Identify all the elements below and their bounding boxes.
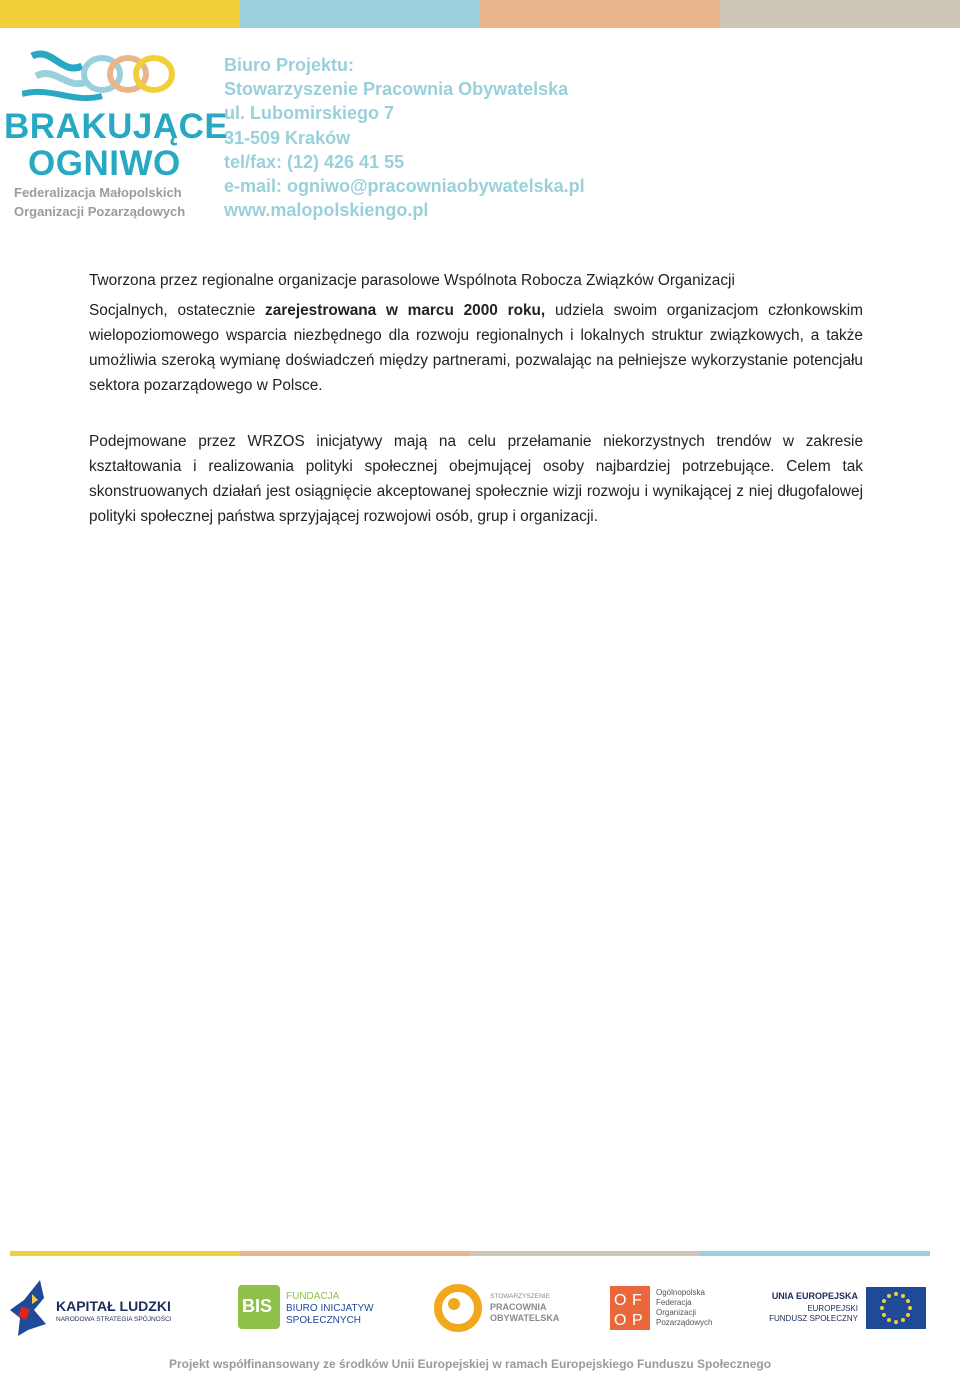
address-heading: Biuro Projektu: bbox=[224, 55, 355, 75]
bis-line-3: SPOŁECZNYCH bbox=[286, 1315, 362, 1326]
kapital-ludzki-title: KAPITAŁ LUDZKI bbox=[56, 1298, 171, 1314]
address-street: ul. Lubomirskiego 7 bbox=[224, 103, 395, 124]
paragraph-1-text-a: Socjalnych, ostatecznie bbox=[89, 302, 266, 319]
kapital-ludzki-star-icon bbox=[10, 1280, 46, 1336]
project-address bbox=[224, 53, 585, 222]
ofop-letters-icon bbox=[610, 1286, 650, 1330]
paragraph-1-text-b: udziela swoim organizacjom członkowskim wielopoziomowego wsparcia niezbędnego dla rozwoju regionalnych i lokalnych struktur związkowych, a także umożliwia szeroką wymianę doświadczeń między partnerami, pozwalając na pełniejsze wykorzystanie potencjału sektora pozarządowego w Polsce. bbox=[89, 302, 863, 394]
pracownia-circle-icon bbox=[432, 1282, 484, 1334]
footer-color-bar bbox=[10, 1251, 930, 1256]
top-bar-segment bbox=[720, 0, 960, 28]
bis-line-1: FUNDACJA bbox=[286, 1291, 340, 1302]
ue-line-2: EUROPEJSKI bbox=[807, 1304, 858, 1313]
logo-word-1: BRAKUJĄCE bbox=[4, 107, 229, 146]
svg-text:P: P bbox=[632, 1312, 643, 1329]
footer-bar-segment bbox=[470, 1251, 700, 1256]
address-email[interactable]: e-mail: ogniwo@pracowniaobywatelska.pl bbox=[224, 176, 585, 197]
top-color-bar bbox=[0, 0, 960, 28]
ofop-line-1: Ogólnopolska bbox=[656, 1288, 705, 1297]
pracownia-line-2: PRACOWNIA bbox=[490, 1302, 547, 1312]
eu-flag-icon bbox=[866, 1287, 926, 1329]
pracownia-line-1: STOWARZYSZENIE bbox=[490, 1293, 550, 1300]
ofop-logo bbox=[610, 1286, 720, 1334]
top-bar-segment bbox=[240, 0, 480, 28]
footer-bar-segment bbox=[240, 1251, 470, 1256]
ofop-line-4: Pozarządowych bbox=[656, 1318, 713, 1327]
bis-logo bbox=[238, 1285, 378, 1331]
top-bar-segment bbox=[0, 0, 240, 28]
kapital-ludzki-logo bbox=[10, 1280, 185, 1338]
ofop-line-3: Organizacji bbox=[656, 1308, 697, 1317]
svg-text:F: F bbox=[632, 1292, 642, 1309]
chain-links-icon bbox=[22, 46, 222, 108]
address-organization: Stowarzyszenie Pracownia Obywatelska bbox=[224, 79, 569, 100]
footer-bar-segment bbox=[10, 1251, 240, 1256]
cofinancing-note: Projekt współfinansowany ze środków Unii Europejskiej w ramach Europejskiego Funduszu Społecznego bbox=[168, 1357, 772, 1371]
unia-europejska-logo bbox=[768, 1286, 928, 1332]
top-bar-segment bbox=[480, 0, 720, 28]
svg-text:O: O bbox=[614, 1312, 627, 1329]
logo-subtitle-1: Federalizacja Małopolskich bbox=[14, 185, 182, 200]
kapital-ludzki-subtitle: NARODOWA STRATEGIA SPÓJNOŚCI bbox=[56, 1316, 172, 1323]
brakujace-ogniwo-logo bbox=[0, 44, 229, 224]
bis-mark-text: BIS bbox=[242, 1296, 273, 1316]
footer-bar-segment bbox=[700, 1251, 930, 1256]
document-body bbox=[89, 268, 863, 529]
ue-line-1: UNIA EUROPEJSKA bbox=[771, 1291, 858, 1301]
bis-line-2: BIURO INICJATYW bbox=[286, 1303, 374, 1314]
ue-line-3: FUNDUSZ SPOŁECZNY bbox=[769, 1314, 858, 1323]
address-website[interactable]: www.malopolskiengo.pl bbox=[224, 200, 429, 221]
paragraph-2: Podejmowane przez WRZOS inicjatywy mają na celu przełamanie niekorzystnych trendów w zakresie kształtowania i realizowania polityki społecznej obejmującej osoby najbardziej potrzebujące. Celem tak skonstruowanych działań jest osiągnięcie akceptowanej społecznie wizji rozwoju i wynikającej z niej długofalowej polityki społecznej państwa sprzyjającej rozwojowi osób, grup i organizacji. bbox=[89, 433, 863, 525]
pracownia-obywatelska-logo bbox=[432, 1282, 562, 1334]
pracownia-line-3: OBYWATELSKA bbox=[490, 1313, 560, 1323]
ofop-line-2: Federacja bbox=[656, 1298, 692, 1307]
address-phone: tel/fax: (12) 426 41 55 bbox=[224, 151, 405, 172]
paragraph-1-bold: zarejestrowana w marcu 2000 roku, bbox=[265, 302, 546, 319]
paragraph-1 bbox=[89, 298, 863, 398]
address-city: 31-509 Kraków bbox=[224, 127, 351, 148]
logo-subtitle-2: Organizacji Pozarządowych bbox=[14, 204, 186, 219]
paragraph-1-first-line: Tworzona przez regionalne organizacje parasolowe Wspólnota Robocza Związków Organizacji bbox=[89, 272, 735, 289]
svg-text:O: O bbox=[614, 1292, 627, 1309]
logo-word-2: OGNIWO bbox=[28, 144, 181, 183]
